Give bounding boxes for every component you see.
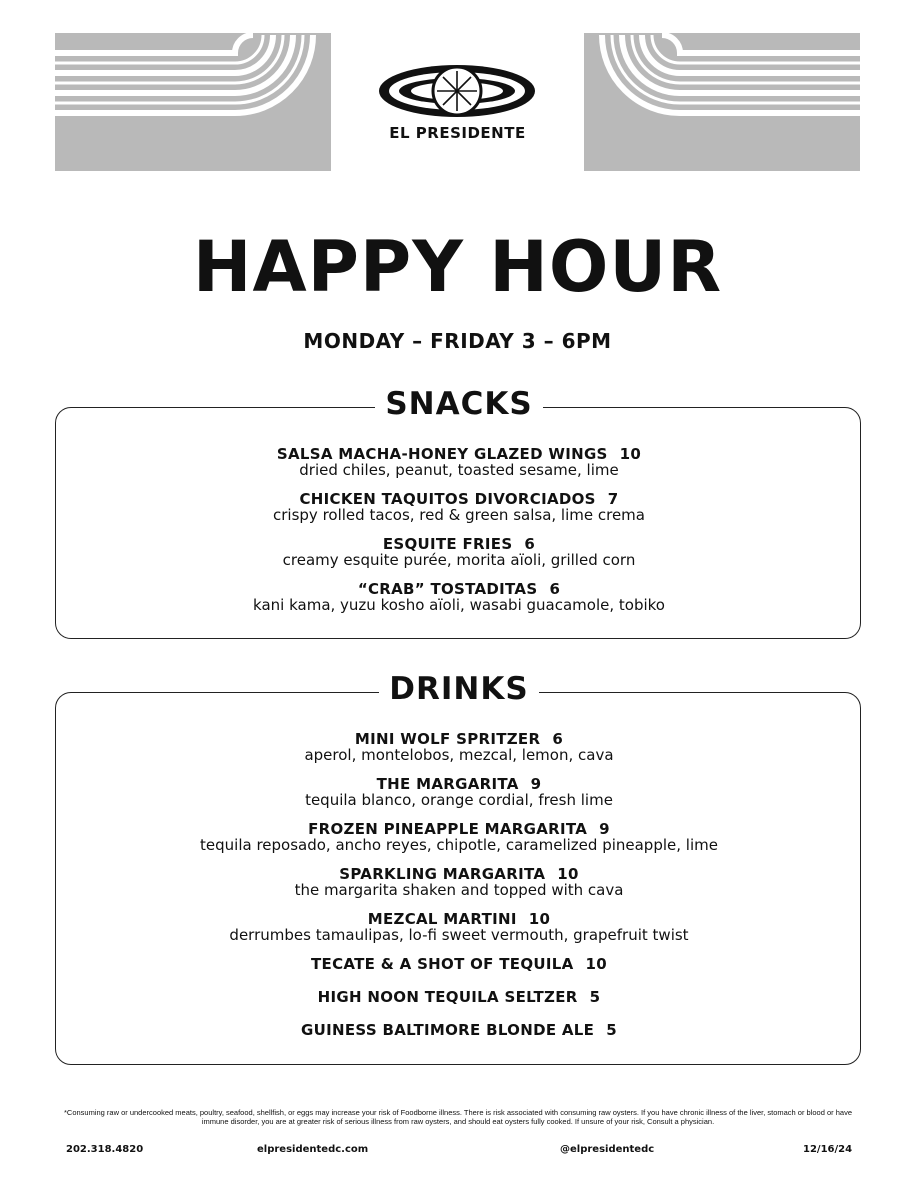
item-price: 5: [589, 988, 601, 1006]
item-name: TECATE & A SHOT OF TEQUILA: [311, 955, 574, 973]
page-title: HAPPY HOUR: [192, 226, 723, 308]
menu-item: [56, 1022, 862, 1038]
item-description: derrumbes tamaulipas, lo-fi sweet vermouth, grapefruit twist: [229, 926, 689, 944]
item-description: creamy esquite purée, morita aïoli, grilled corn: [282, 551, 636, 569]
health-disclaimer: *Consuming raw or undercooked meats, poultry, seafood, shellfish, or eggs may increase your risk of Foodborne illness. There is risk associated with consuming raw oysters. If you have chronic illness of the liver, stomach or blood or have immune disorder, you are at greater risk of serious illness from raw oysters, and should eat oysters fully cooked. If unsure of your risk, Consult a physician.: [63, 1108, 852, 1126]
item-name: THE MARGARITA: [376, 775, 519, 793]
footer-instagram[interactable]: @elpresidentedc: [560, 1144, 655, 1155]
striped-arc-banner-left: [55, 33, 331, 171]
item-price: 6: [549, 580, 561, 598]
menu-item: [56, 911, 862, 943]
snacks-heading: SNACKS: [375, 386, 542, 422]
item-price: 9: [530, 775, 542, 793]
item-name: GUINESS BALTIMORE BLONDE ALE: [301, 1021, 595, 1039]
item-name: MINI WOLF SPRITZER: [354, 730, 541, 748]
footer-website[interactable]: elpresidentedc.com: [257, 1144, 369, 1155]
item-description: kani kama, yuzu kosho aïoli, wasabi guacamole, tobiko: [253, 596, 665, 614]
menu-item: [56, 731, 862, 763]
item-name: FROZEN PINEAPPLE MARGARITA: [308, 820, 588, 838]
item-price: 7: [607, 490, 619, 508]
item-name: SALSA MACHA-HONEY GLAZED WINGS: [276, 445, 608, 463]
item-price: 10: [528, 910, 551, 928]
item-description: aperol, montelobos, mezcal, lemon, cava: [304, 746, 614, 764]
item-price: 5: [606, 1021, 617, 1039]
footer-phone[interactable]: 202.318.4820: [66, 1144, 144, 1155]
hours-text: MONDAY – FRIDAY 3 – 6PM: [303, 329, 612, 353]
item-description: crispy rolled tacos, red & green salsa, lime crema: [273, 506, 645, 524]
item-description: dried chiles, peanut, toasted sesame, lime: [299, 461, 619, 479]
item-name: MEZCAL MARTINI: [367, 910, 517, 928]
menu-item: [56, 821, 862, 853]
item-name: SPARKLING MARGARITA: [339, 865, 546, 883]
item-name: “CRAB” TOSTADITAS: [357, 580, 538, 598]
menu-item: [56, 536, 862, 568]
item-name: CHICKEN TAQUITOS DIVORCIADOS: [299, 490, 596, 508]
footer-date: 12/16/24: [803, 1144, 853, 1155]
drinks-heading: DRINKS: [379, 671, 538, 707]
item-price: 6: [552, 730, 564, 748]
drinks-section: [55, 671, 861, 1065]
striped-arc-banner-right: [584, 33, 860, 171]
el-presidente-logo: [377, 63, 537, 119]
item-description: the margarita shaken and topped with cava: [294, 881, 624, 899]
menu-item: [56, 866, 862, 898]
menu-item: [56, 776, 862, 808]
item-price: 10: [557, 865, 579, 883]
item-description: tequila blanco, orange cordial, fresh lime: [305, 791, 613, 809]
item-description: tequila reposado, ancho reyes, chipotle, caramelized pineapple, lime: [200, 836, 718, 854]
menu-item: [56, 989, 862, 1005]
item-price: 10: [619, 445, 642, 463]
item-price: 9: [599, 820, 610, 838]
menu-item: [56, 491, 862, 523]
snacks-section: [55, 386, 861, 639]
menu-item: [56, 581, 862, 613]
item-name: HIGH NOON TEQUILA SELTZER: [317, 988, 578, 1006]
brand-name: EL PRESIDENTE: [389, 124, 526, 142]
menu-item: [56, 446, 862, 478]
menu-item: [56, 956, 862, 972]
item-price: 6: [524, 535, 536, 553]
item-name: ESQUITE FRIES: [382, 535, 513, 553]
item-price: 10: [585, 955, 607, 973]
